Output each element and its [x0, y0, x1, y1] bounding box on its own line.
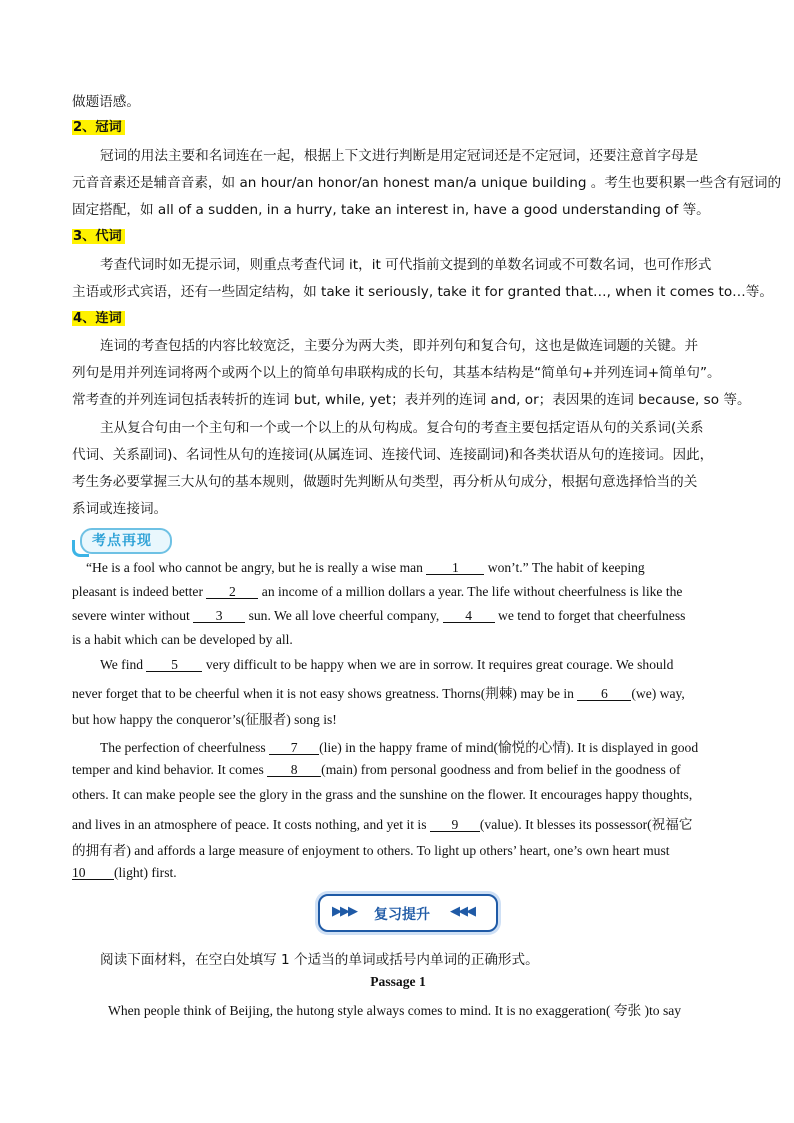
blank-5[interactable]: 5	[146, 658, 202, 672]
arrow-right-icon: ▶▶▶	[332, 904, 356, 919]
blank-10[interactable]: 10	[72, 866, 114, 880]
passage-title: Passage 1	[370, 974, 426, 989]
passage-text: (main) from personal goodness and from belief in the goodness of	[321, 762, 681, 777]
kaodian-hook-decoration	[72, 540, 89, 557]
passage-text: sun. We all love cheerful company,	[245, 608, 443, 623]
passage-line: 的拥有者) and affords a large measure of enjoyment to others. To light up others’ heart, one’s own heart must	[72, 843, 670, 858]
kaodian-badge	[72, 524, 172, 554]
passage-line	[72, 682, 685, 702]
section-heading	[72, 116, 125, 135]
passage-text: an income of a million dollars a year. The life without cheerfulness is like the	[258, 584, 683, 599]
passage-line	[72, 813, 692, 833]
passage-line	[72, 708, 337, 728]
passage-text: won’t.” The habit of keeping	[484, 560, 645, 575]
section-line: 主语或形式宾语，还有一些固定结构，如 take it seriously, take it for granted that…, when it comes to…等。	[72, 284, 773, 300]
review-banner-label: 复习提升	[374, 907, 430, 923]
blank-6[interactable]: 6	[577, 687, 631, 701]
review-banner	[318, 894, 498, 932]
passage-text: we tend to forget that cheerfulness	[494, 608, 686, 623]
passage-text: (we) way,	[631, 686, 685, 701]
blank-7[interactable]: 7	[269, 741, 319, 755]
section-heading	[72, 307, 125, 326]
section-line: 代词、关系副词)、名词性从句的连接词(从属连词、连接代词、连接副词)和各类状语从句的连接词。因此，	[72, 447, 714, 463]
passage-text: severe winter without	[72, 608, 194, 623]
instruction-text: 阅读下面材料，在空白处填写 1 个适当的单词或括号内单词的正确形式。	[100, 952, 539, 968]
arrow-left-icon: ◀◀◀	[450, 904, 474, 919]
intro-tail: 做题语感。	[72, 94, 140, 110]
section-line: 固定搭配，如 all of a sudden, in a hurry, take an interest in, have a good understanding of 等。	[72, 202, 710, 218]
passage-line	[72, 865, 177, 881]
blank-9[interactable]: 9	[430, 818, 480, 832]
section-line: 列句是用并列连词将两个或两个以上的简单句串联构成的长句，其基本结构是“简单句+并列连词+简单句”。	[72, 365, 721, 381]
blank-1[interactable]: 1	[426, 561, 484, 575]
passage-line	[72, 736, 698, 756]
blank-4[interactable]: 4	[443, 609, 495, 623]
passage-text: The perfection of cheerfulness	[100, 740, 270, 755]
passage1-line: When people think of Beijing, the hutong style always comes to mind. It is no exaggeration( 夸张 )to say	[108, 1003, 682, 1018]
passage-line	[72, 762, 681, 778]
passage-line	[72, 608, 685, 624]
kaodian-label: 考点再现	[92, 533, 152, 549]
section-heading-label: 3、代词	[72, 229, 125, 244]
passage-text: temper and kind behavior. It comes	[72, 762, 268, 777]
section-line: 系词或连接词。	[72, 501, 168, 517]
passage-text: is a habit which can be developed by all.	[72, 632, 293, 647]
passage-text: but how happy the conqueror’s(征服者) song is!	[72, 712, 337, 727]
passage-text: (lie) in the happy frame of mind(愉悦的心情). It is displayed in good	[319, 740, 699, 755]
passage-text: (light) first.	[114, 865, 177, 880]
passage-line	[72, 584, 682, 600]
section-line: 主从复合句由一个主句和一个或一个以上的从句构成。复合句的考查主要包括定语从句的关系词(关系	[100, 420, 704, 436]
passage-line	[72, 560, 645, 576]
blank-8[interactable]: 8	[267, 763, 321, 777]
blank-2[interactable]: 2	[206, 585, 258, 599]
passage-text: never forget that to be cheerful when it is not easy shows greatness. Thorns(荆棘) may be in	[72, 686, 578, 701]
passage-text: and lives in an atmosphere of peace. It costs nothing, and yet it is	[72, 817, 430, 832]
section-line: 常考查的并列连词包括表转折的连词 but, while, yet；表并列的连词 and, or；表因果的连词 because, so 等。	[72, 392, 751, 408]
blank-3[interactable]: 3	[193, 609, 245, 623]
section-line: 连词的考查包括的内容比较宽泛，主要分为两大类，即并列句和复合句，这也是做连词题的关键。并	[100, 338, 699, 354]
passage-text: We find	[100, 657, 147, 672]
passage-line: others. It can make people see the glory in the grass and the sunshine on the flower. It encourages happy thoughts,	[72, 787, 693, 802]
section-heading	[72, 225, 125, 244]
section-heading-label: 2、冠词	[72, 120, 125, 135]
section-heading-label: 4、连词	[72, 311, 125, 326]
passage-line	[72, 657, 673, 673]
passage-text: (value). It blesses its possessor(祝福它	[479, 817, 693, 832]
passage-text: pleasant is indeed better	[72, 584, 207, 599]
passage-line	[72, 632, 293, 648]
section-line: 元音音素还是辅音音素，如 an hour/an honor/an honest man/a unique building 。考生也要积累一些含有冠词的	[72, 175, 782, 191]
section-line: 考查代词时如无提示词，则重点考查代词 it，it 可代指前文提到的单数名词或不可数名词，也可作形式	[100, 257, 712, 273]
passage-text: very difficult to be happy when we are in sorrow. It requires great courage. We should	[202, 657, 674, 672]
section-line: 冠词的用法主要和名词连在一起，根据上下文进行判断是用定冠词还是不定冠词，还要注意首字母是	[100, 148, 699, 164]
passage-text: “He is a fool who cannot be angry, but he is really a wise man	[86, 560, 427, 575]
section-line: 考生务必要掌握三大从句的基本规则，做题时先判断从句类型，再分析从句成分，根据句意选择恰当的关	[72, 474, 698, 490]
